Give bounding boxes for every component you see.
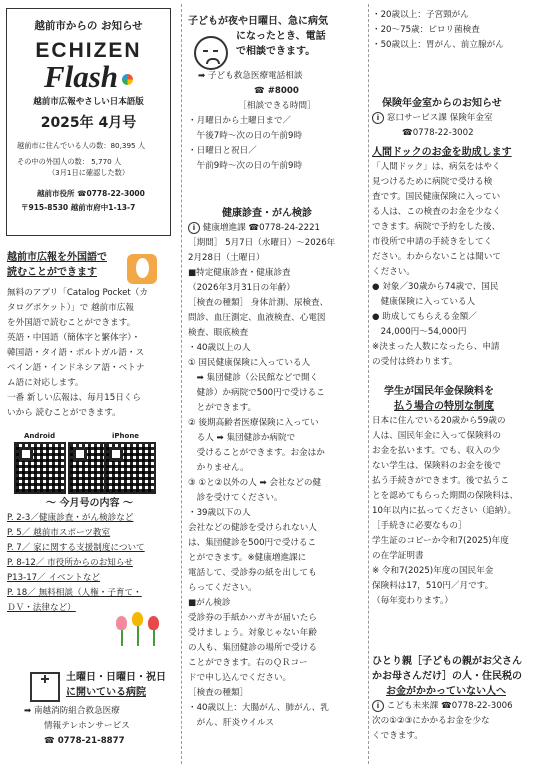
pension-line: 10年以内に払ってください（追納）。 bbox=[372, 506, 517, 516]
kenshin-line: 問診、血圧測定、血液検査、心電図 bbox=[188, 313, 326, 323]
column-divider bbox=[181, 4, 182, 764]
info-icon: i bbox=[372, 112, 384, 124]
contents-item[interactable]: P. 5／ 越前市スポーツ教室 bbox=[7, 528, 111, 538]
kenshin-line: る人 ➡ 集団健診か病院で bbox=[188, 433, 296, 443]
catalog-line: 一番 新しい広報は、毎月15日くら bbox=[7, 393, 141, 403]
kid-hours: ・日曜日と祝日／ bbox=[188, 146, 257, 156]
contents-item[interactable]: ＤＶ・法律など） bbox=[7, 603, 76, 613]
kenshin-line: 診を受けてください。 bbox=[188, 493, 283, 503]
kid-hours-heading: ［相談できる時間］ bbox=[238, 101, 316, 111]
single-title-2: かお母さんだけ］の人・住民税の bbox=[372, 671, 522, 682]
kenshin-line: 検査、眼底検査 bbox=[188, 328, 249, 338]
city-office: 越前市役所 ☎0778-22-3000 bbox=[37, 189, 145, 198]
cancer-item: ・20～75歳：ピロリ菌検査 bbox=[372, 25, 480, 35]
pension-line: とを認めてもらった期間の保険料は、 bbox=[372, 491, 519, 501]
dock-line: 査です。国民健康保険に入ってい bbox=[372, 192, 501, 202]
column-divider bbox=[368, 4, 369, 764]
pension-line: の在学証明書 bbox=[372, 551, 424, 561]
kenshin-title: 健康診査・がん検診 bbox=[222, 208, 312, 219]
android-qr-code[interactable] bbox=[14, 442, 66, 494]
middle-column bbox=[188, 0, 366, 768]
kenshin-line: 電話して、受診券の紙を出しても bbox=[188, 568, 317, 578]
pension-line: （毎年変わります。） bbox=[372, 596, 453, 606]
foreign-population: その中の外国人の数： 5,770 人 bbox=[17, 157, 122, 166]
kenshin-line: ② 後期高齢者医療保険に入ってい bbox=[188, 418, 319, 428]
hospital-icon bbox=[30, 672, 60, 702]
pension-title-1: 学生が国民年金保険料を bbox=[384, 386, 494, 397]
brand-bottom: Flash bbox=[7, 59, 170, 95]
child-emergency-section bbox=[188, 14, 366, 174]
kenshin-line: とができます。 bbox=[188, 403, 257, 413]
kid-title-3: で相談できます。 bbox=[236, 46, 316, 57]
hospital-line-2: 情報テレホンサービス bbox=[44, 721, 130, 731]
dock-line: る人は、この検査のお金を少なく bbox=[372, 207, 501, 217]
catalog-pocket-section bbox=[7, 250, 172, 421]
kid-service-name: ➡ 子ども救急医療電話相談 bbox=[198, 71, 303, 81]
kenshin-section bbox=[188, 206, 366, 731]
brand-top: ECHIZEN bbox=[35, 39, 142, 62]
android-label: Android bbox=[24, 432, 56, 440]
dock-line: 「人間ドック」は、病気をはやく bbox=[372, 162, 501, 172]
cancer-list bbox=[372, 8, 543, 53]
single-line: くできます。 bbox=[372, 731, 423, 741]
rabbit-icon bbox=[127, 254, 157, 284]
pension-line: 保険料は17，510円／月です。 bbox=[372, 581, 494, 591]
dock-line: ● 対象／30歳から74歳で、国民 bbox=[372, 282, 499, 292]
kenshin-line: ① 国民健康保険に入っている人 bbox=[188, 358, 311, 368]
contents-item[interactable]: P. 2-3／健康診査・がん検診など bbox=[7, 513, 134, 523]
kenshin-line: 健診）か病院で500円で受けるこ bbox=[188, 388, 325, 398]
catalog-line: タログポケット）」で 越前市広報 bbox=[7, 303, 134, 313]
dock-line: ※決まった人数になったら、申請 bbox=[372, 342, 500, 352]
pension-line: 日本に住んでいる20歳から59歳の bbox=[372, 416, 506, 426]
contents-section bbox=[7, 496, 172, 616]
kenshin-line: ③ ①と②以外の人 ➡ 会社などの健 bbox=[188, 478, 322, 488]
catalog-line: 韓国語・タイ語・ポルトガル語・ス bbox=[7, 348, 145, 358]
single-title-3: お金がかかっていない人へ bbox=[386, 686, 506, 697]
masthead-subtitle: 越前市広報やさしい日本語版 bbox=[33, 97, 144, 107]
kenshin-line: ・40歳以上の人 bbox=[188, 343, 251, 353]
contents-item[interactable]: P13-17／ イベントなど bbox=[7, 573, 101, 583]
pension-line: 人は、国民年金に入って保険料の bbox=[372, 431, 501, 441]
kenshin-line: ・40歳以上：大腸がん、肺がん、乳 bbox=[188, 703, 329, 713]
kenshin-line: 受けることができます。お金はか bbox=[188, 448, 325, 458]
city-address: 〒915-8530 越前市府中1-13-7 bbox=[21, 203, 136, 212]
pension-line: お金を払います。でも、収入の少 bbox=[372, 446, 501, 456]
catalog-line: いから 読むことができます。 bbox=[7, 408, 121, 418]
insurance-contact-1: i 窓口サービス課 保険年金室 bbox=[372, 111, 543, 126]
kenshin-line: の人も、集団健診の場所で受ける bbox=[188, 643, 317, 653]
kid-title-2: になったとき、電話 bbox=[236, 31, 326, 42]
kenshin-line: がん、肝炎ウイルス bbox=[188, 718, 274, 728]
dock-line: 見つけるために病院で受ける検 bbox=[372, 177, 493, 187]
kenshin-line: ［期間］ 5月7日（水曜日）～2026年 bbox=[188, 238, 336, 248]
kenshin-line: ■がん検診 bbox=[188, 598, 231, 608]
population: 越前市に住んでいる人の数：80,395 人 bbox=[17, 141, 146, 150]
iphone-label: iPhone bbox=[112, 432, 140, 440]
pension-line: ない学生は、保険料のお金を後で bbox=[372, 461, 501, 471]
pension-line: ［手続きに必要なもの］ bbox=[372, 521, 467, 531]
contents-item[interactable]: P. 18／ 無料相談（人権・子育て・ bbox=[7, 588, 142, 598]
brand-logo-icon bbox=[122, 74, 133, 85]
pension-title-2: 払う場合の特別な制度 bbox=[394, 401, 494, 412]
catalog-line: ペイン語・インドネシア語・ベトナ bbox=[7, 363, 145, 373]
kenshin-line: ■特定健康診査・健康診査 bbox=[188, 268, 291, 278]
pension-line: 払う手続きができます。後で払うこ bbox=[372, 476, 509, 486]
single-title-1: ひとり親［子どもの親がお父さん bbox=[372, 656, 522, 667]
insurance-contact-2[interactable]: ☎0778-22-3002 bbox=[402, 128, 474, 138]
pension-section bbox=[372, 384, 543, 609]
cancer-item: ・20歳以上：子宮頸がん bbox=[372, 10, 469, 20]
hospital-title-2: に開いている病院 bbox=[66, 687, 146, 698]
kid-service-number[interactable]: ☎ #8000 bbox=[254, 86, 299, 96]
catalog-line: ム語に対応します。 bbox=[7, 378, 84, 388]
issue-label: 2025年 4月号 bbox=[40, 115, 137, 131]
dock-line: ください。 bbox=[372, 267, 415, 277]
kenshin-line: らってください。 bbox=[188, 583, 257, 593]
catalog-line: 無料のアプリ「Catalog Pocket（カ bbox=[7, 288, 148, 298]
hospital-title-1: 土曜日・日曜日・祝日 bbox=[66, 672, 166, 683]
contents-item[interactable]: P. 7／ 家に関する支援制度について bbox=[7, 543, 145, 553]
kenshin-line: ［検査の種類］ 身体計測、尿検査、 bbox=[188, 298, 329, 308]
cancer-item: ・50歳以上：胃がん、前立腺がん bbox=[372, 40, 504, 50]
kenshin-line: ［検査の種類］ bbox=[188, 688, 249, 698]
hospital-line-1: ➡ 南越消防組合救急医療 bbox=[24, 706, 120, 716]
iphone-qr-code[interactable] bbox=[104, 442, 156, 494]
pension-line: 学生証のコピーか令和7(2025)年度 bbox=[372, 536, 509, 546]
masthead-title: 越前市からの お知らせ bbox=[34, 20, 143, 32]
kenshin-line: は、集団健診を500円で受けるこ bbox=[188, 538, 317, 548]
single-line: 次の①②③にかかるお金を少な bbox=[372, 716, 490, 726]
dock-line: の受付は終わります。 bbox=[372, 357, 458, 367]
kenshin-line: とができます。※健康増進課に bbox=[188, 553, 307, 563]
pension-line: ※ 令和7(2025)年度の国民年金 bbox=[372, 566, 494, 576]
catalog-line: を外国語で読むことができます。 bbox=[7, 318, 136, 328]
insurance-title: 保険年金室からのお知らせ bbox=[382, 98, 502, 109]
catalog-title-1: 越前市広報を外国語で bbox=[7, 252, 107, 263]
kenshin-line: （2026年3月31日の年齢） bbox=[188, 283, 296, 293]
kenshin-line: 会社などの健診を受けられない人 bbox=[188, 523, 317, 533]
kenshin-line: 受診券の手紙かハガキが届いたら bbox=[188, 613, 317, 623]
masthead bbox=[6, 8, 171, 236]
insurance-section bbox=[372, 96, 543, 370]
holiday-hospital-section bbox=[66, 670, 176, 700]
dock-line: 市役所で申請の手続きをしてく bbox=[372, 237, 493, 247]
kenshin-line: 受けましょう。対象じゃない年齢 bbox=[188, 628, 317, 638]
dock-line: 24,000円～54,000円 bbox=[372, 327, 467, 337]
kenshin-line: ・39歳以下の人 bbox=[188, 508, 251, 518]
dock-line: ● 助成してもらえる金額／ bbox=[372, 312, 477, 322]
right-column bbox=[372, 0, 543, 768]
sick-child-icon bbox=[194, 36, 228, 70]
info-icon: i bbox=[372, 700, 384, 712]
kid-hours: 午後7時～次の日の午前9時 bbox=[188, 131, 303, 141]
tulip-icon bbox=[112, 612, 166, 648]
catalog-line: 英語・中国語（簡体字と繁体字）・ bbox=[7, 333, 141, 343]
dock-line: できます。病院で予約をした後、 bbox=[372, 222, 501, 232]
single-parent-section bbox=[372, 654, 543, 744]
kid-hours: 午前9時～次の日の午前9時 bbox=[188, 161, 303, 171]
hospital-service bbox=[24, 704, 174, 749]
kenshin-line: 2月28日（土曜日） bbox=[188, 253, 265, 263]
dock-title: 人間ドックのお金を助成します bbox=[372, 147, 512, 158]
dock-line: ださい。わからないことは聞いて bbox=[372, 252, 501, 262]
contents-title: ～ 今月号の内容 ～ bbox=[46, 498, 133, 509]
kenshin-line: ➡ 集団健診（公民館などで開く bbox=[188, 373, 319, 383]
catalog-title-2: 読むことができます bbox=[7, 267, 97, 278]
info-icon: i bbox=[188, 222, 200, 234]
hospital-phone[interactable]: ☎ 0778-21-8877 bbox=[44, 736, 125, 746]
kenshin-line: かりません。 bbox=[188, 463, 249, 473]
dock-line: 健康保険に入っている人 bbox=[372, 297, 476, 307]
kid-title-1: 子どもが夜や日曜日、急に病気 bbox=[188, 16, 328, 27]
kenshin-line: ことができます。右のＱＲコー bbox=[188, 658, 308, 668]
left-column bbox=[0, 0, 176, 768]
kid-hours: ・月曜日から土曜日まで／ bbox=[188, 116, 292, 126]
kenshin-contact: i 健康増進課 ☎0778-24-2221 bbox=[188, 221, 366, 236]
single-contact: i こども未来課 ☎0778-22-3006 bbox=[372, 699, 543, 714]
population-date: （3月1日に確認した数） bbox=[47, 168, 130, 177]
contents-item[interactable]: P. 8-12／ 市役所からのお知らせ bbox=[7, 558, 133, 568]
kenshin-line: ドで申し込んでください。 bbox=[188, 673, 292, 683]
